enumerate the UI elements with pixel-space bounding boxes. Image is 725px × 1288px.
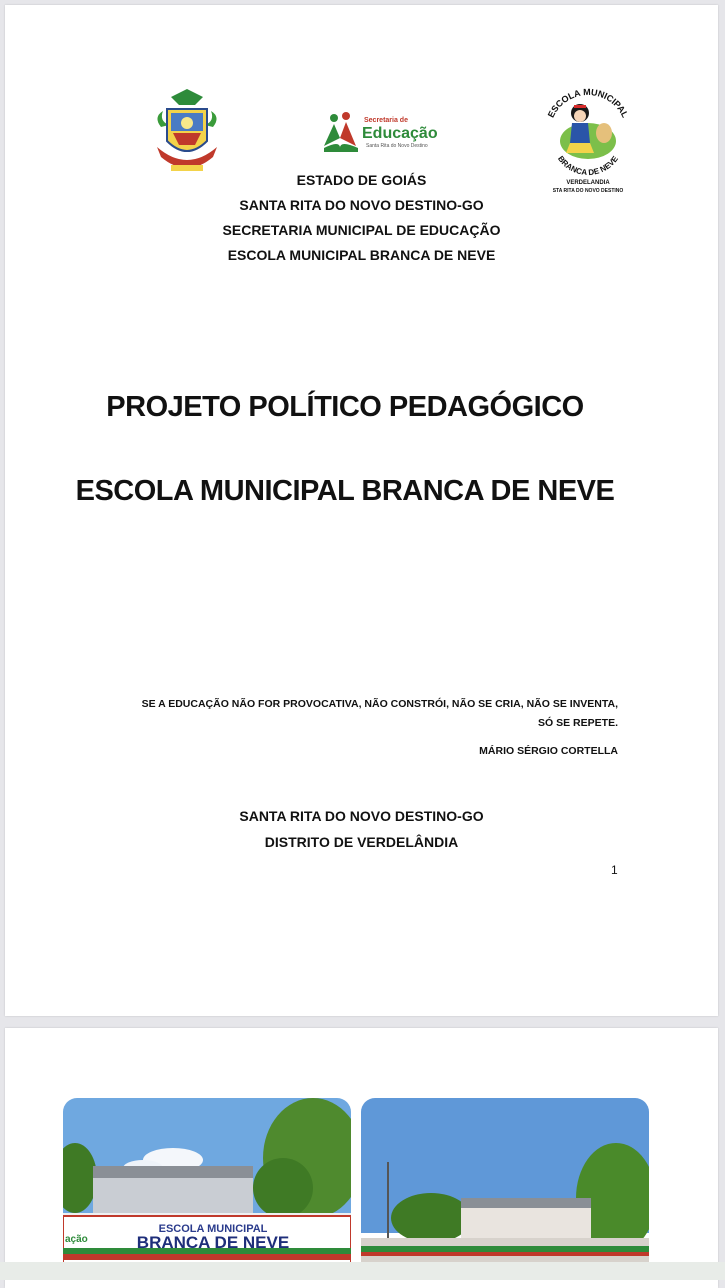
epigraph-author: MÁRIO SÉRGIO CORTELLA — [479, 745, 618, 757]
school-building-photo — [361, 1098, 649, 1268]
page-number: 1 — [611, 863, 618, 877]
document-page-2 — [5, 1028, 718, 1288]
svg-text:STA RITA DO NOVO DESTINO: STA RITA DO NOVO DESTINO — [552, 188, 624, 194]
svg-text:BRANCA DE NEVE: BRANCA DE NEVE — [556, 154, 620, 178]
svg-text:VERDELANDIA: VERDELANDIA — [566, 180, 610, 186]
header-secretaria: SECRETARIA MUNICIPAL DE EDUCAÇÃO — [222, 222, 501, 238]
header-school: ESCOLA MUNICIPAL BRANCA DE NEVE — [227, 247, 496, 263]
svg-text:ação: ação — [65, 1234, 88, 1245]
secretaria-educacao-logo — [320, 108, 450, 156]
document-subtitle: ESCOLA MUNICIPAL BRANCA DE NEVE — [75, 475, 615, 507]
epigraph-line-1: SE A EDUCAÇÃO NÃO FOR PROVOCATIVA, NÃO CONSTRÓI, NÃO SE CRIA, NÃO SE INVENTA, — [141, 698, 618, 710]
document-page-1 — [5, 5, 718, 1016]
svg-text:Educação: Educação — [362, 125, 438, 142]
header-city: SANTA RITA DO NOVO DESTINO-GO — [239, 197, 484, 213]
school-facade-photo — [63, 1098, 351, 1268]
svg-text:ESCOLA MUNICIPAL: ESCOLA MUNICIPAL — [158, 1223, 268, 1235]
epigraph-line-2: SÓ SE REPETE. — [538, 717, 618, 729]
footer-district: DISTRITO DE VERDELÂNDIA — [264, 834, 459, 850]
state-coat-of-arms-logo — [151, 87, 223, 179]
svg-text:Secretaria de: Secretaria de — [364, 117, 408, 124]
document-title: PROJETO POLÍTICO PEDAGÓGICO — [106, 391, 584, 423]
footer-city: SANTA RITA DO NOVO DESTINO-GO — [239, 808, 484, 824]
svg-text:BRANCA DE NEVE: BRANCA DE NEVE — [136, 1233, 290, 1252]
bottom-fade-bar — [0, 1262, 725, 1280]
header-state: ESTADO DE GOIÁS — [296, 172, 427, 188]
svg-text:ESCOLA MUNICIPAL: ESCOLA MUNICIPAL — [545, 86, 631, 120]
svg-text:Santa Rita do Novo Destino: Santa Rita do Novo Destino — [366, 143, 428, 149]
